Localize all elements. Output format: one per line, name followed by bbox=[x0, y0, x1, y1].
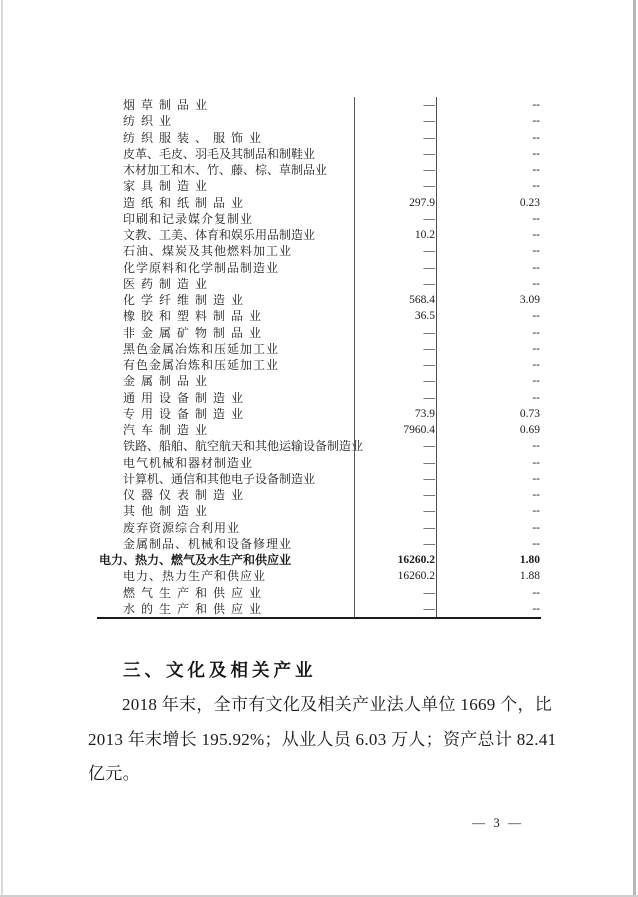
table-row bbox=[97, 97, 541, 113]
industry-name-cell: 电力、热力、燃气及水生产和供应业 bbox=[99, 553, 292, 567]
industry-name-cell: 石油、煤炭及其他燃料加工业 bbox=[123, 244, 293, 259]
page-edge-left bbox=[1, 0, 3, 897]
table-row bbox=[97, 325, 541, 341]
value2-cell: -- bbox=[532, 164, 540, 176]
table-row bbox=[97, 357, 541, 373]
value2-cell: -- bbox=[532, 310, 540, 323]
paragraph-line: 2013 年末增长 195.92%；从业人员 6.03 万人；资产总计 82.41 bbox=[88, 729, 557, 749]
value2-cell: -- bbox=[532, 147, 540, 160]
table-row bbox=[97, 308, 541, 324]
table-row bbox=[97, 422, 541, 438]
table-row bbox=[97, 373, 541, 389]
value1-cell: — bbox=[354, 341, 437, 357]
value1-cell: — bbox=[354, 211, 437, 227]
table-row bbox=[97, 536, 541, 552]
table-row bbox=[97, 585, 541, 601]
industry-name-cell: 专用设备制造业 bbox=[123, 406, 250, 421]
value1-cell: — bbox=[354, 113, 437, 129]
table-row bbox=[97, 195, 541, 211]
value2-cell: 1.88 bbox=[519, 570, 540, 583]
table-row bbox=[97, 243, 541, 259]
value2-cell: -- bbox=[532, 537, 540, 550]
table-row bbox=[97, 227, 541, 243]
table-row bbox=[97, 292, 541, 308]
value1-cell: — bbox=[354, 471, 437, 487]
value1-cell: — bbox=[354, 438, 437, 454]
value2-cell: 0.23 bbox=[519, 196, 540, 209]
value1-cell: — bbox=[354, 146, 437, 162]
table-row bbox=[97, 390, 541, 406]
value2-cell: -- bbox=[532, 115, 540, 128]
industry-name-cell: 有色金属冶炼和压延加工业 bbox=[123, 358, 280, 372]
table-row bbox=[97, 162, 541, 178]
value2-cell: -- bbox=[532, 440, 540, 453]
value1-cell: 16260.2 bbox=[354, 552, 437, 568]
value2-cell: -- bbox=[532, 212, 540, 225]
industry-name-cell: 黑色金属冶炼和压延加工业 bbox=[123, 341, 280, 356]
value1-cell: 297.9 bbox=[354, 195, 437, 211]
value2-cell: -- bbox=[532, 375, 540, 388]
value2-cell: -- bbox=[532, 359, 540, 371]
paragraph-line: 2018 年末，全市有文化及相关产业法人单位 1669 个，比 bbox=[122, 695, 553, 714]
table-row bbox=[97, 406, 541, 422]
industry-name-cell: 水的生产和供应业 bbox=[123, 601, 268, 616]
value2-cell: -- bbox=[532, 342, 540, 355]
value1-cell: — bbox=[354, 178, 437, 194]
table-row bbox=[97, 260, 541, 276]
value2-cell: 0.73 bbox=[519, 407, 540, 420]
table-row bbox=[97, 113, 541, 129]
value2-cell: -- bbox=[532, 261, 540, 274]
table-row bbox=[97, 146, 541, 162]
industry-name-cell: 金属制品、机械和设备修理业 bbox=[123, 536, 293, 551]
value1-cell: — bbox=[354, 162, 437, 178]
industry-name-cell: 印刷和记录媒介复制业 bbox=[123, 211, 254, 226]
industry-name-cell: 电力、热力生产和供应业 bbox=[123, 569, 267, 584]
industry-name-cell: 通用设备制造业 bbox=[123, 390, 250, 405]
table-row bbox=[97, 520, 541, 536]
industry-name-cell: 电气机械和器材制造业 bbox=[123, 455, 254, 470]
value2-cell: -- bbox=[532, 99, 540, 111]
industry-name-cell: 计算机、通信和其他电子设备制造业 bbox=[123, 471, 316, 486]
value1-cell: 73.9 bbox=[354, 406, 437, 422]
value2-cell: -- bbox=[532, 456, 540, 469]
industry-table bbox=[97, 97, 541, 619]
industry-name-cell: 皮革、毛皮、羽毛及其制品和制鞋业 bbox=[123, 146, 316, 161]
industry-name-cell: 非金属矿物制品业 bbox=[123, 325, 268, 340]
industry-name-cell: 造纸和纸制品业 bbox=[123, 195, 250, 210]
value1-cell: — bbox=[354, 503, 437, 519]
value2-cell: -- bbox=[532, 245, 540, 258]
value1-cell: — bbox=[354, 260, 437, 276]
value1-cell: — bbox=[354, 585, 437, 601]
table-row bbox=[97, 601, 541, 617]
value2-cell: 3.09 bbox=[519, 294, 540, 306]
value2-cell: -- bbox=[532, 277, 540, 290]
value1-cell: — bbox=[354, 97, 437, 113]
value1-cell: — bbox=[354, 390, 437, 406]
table-row bbox=[97, 503, 541, 519]
value2-cell: -- bbox=[532, 391, 540, 404]
value1-cell: — bbox=[354, 520, 437, 536]
value2-cell: -- bbox=[532, 521, 540, 534]
industry-name-cell: 化学纤维制造业 bbox=[123, 293, 250, 307]
table-row bbox=[97, 178, 541, 194]
industry-table-rows bbox=[97, 97, 541, 617]
table-row bbox=[97, 130, 541, 146]
table-row bbox=[97, 438, 541, 454]
value1-cell: — bbox=[354, 325, 437, 341]
value1-cell: — bbox=[354, 243, 437, 259]
section-paragraph bbox=[88, 688, 588, 792]
value2-cell: -- bbox=[532, 586, 540, 599]
value2-cell: -- bbox=[532, 229, 540, 241]
value2-cell: 1.80 bbox=[519, 554, 540, 566]
value1-cell: 36.5 bbox=[354, 308, 437, 324]
table-row bbox=[97, 211, 541, 227]
page-edge-right bbox=[633, 0, 636, 897]
industry-name-cell: 橡胶和塑料制品业 bbox=[123, 309, 268, 324]
value1-cell: 568.4 bbox=[354, 292, 437, 308]
value2-cell: -- bbox=[532, 505, 540, 518]
industry-name-cell: 纺织服装、服饰业 bbox=[123, 130, 268, 145]
industry-name-cell: 家具制造业 bbox=[123, 179, 214, 194]
industry-name-cell: 木材加工和木、竹、藤、棕、草制品业 bbox=[123, 163, 328, 177]
table-row bbox=[97, 455, 541, 471]
industry-name-cell: 汽车制造业 bbox=[123, 423, 214, 437]
value2-cell: -- bbox=[532, 472, 540, 485]
value1-cell: — bbox=[354, 357, 437, 373]
table-row bbox=[97, 276, 541, 292]
value1-cell: 10.2 bbox=[354, 227, 437, 243]
industry-name-cell: 废弃资源综合利用业 bbox=[123, 520, 241, 535]
section-heading: 三、文化及相关产业 bbox=[123, 660, 317, 680]
industry-name-cell: 文教、工美、体育和娱乐用品制造业 bbox=[123, 228, 316, 242]
industry-name-cell: 化学原料和化学制品制造业 bbox=[123, 260, 280, 275]
value2-cell: -- bbox=[532, 131, 540, 144]
value2-cell: -- bbox=[532, 326, 540, 339]
value1-cell: 7960.4 bbox=[354, 422, 437, 438]
value2-cell: -- bbox=[532, 489, 540, 501]
industry-name-cell: 烟草制品业 bbox=[123, 98, 214, 112]
value1-cell: — bbox=[354, 601, 437, 617]
table-row bbox=[97, 487, 541, 503]
value2-cell: 0.69 bbox=[519, 424, 540, 436]
value1-cell: — bbox=[354, 130, 437, 146]
value1-cell: 16260.2 bbox=[354, 568, 437, 584]
industry-name-cell: 纺织业 bbox=[123, 114, 178, 129]
table-row bbox=[97, 552, 541, 568]
value2-cell: -- bbox=[532, 180, 540, 193]
table-row bbox=[97, 568, 541, 584]
industry-name-cell: 铁路、船舶、航空航天和其他运输设备制造业 bbox=[123, 439, 364, 454]
table-row bbox=[97, 341, 541, 357]
value1-cell: — bbox=[354, 487, 437, 503]
value1-cell: — bbox=[354, 536, 437, 552]
value1-cell: — bbox=[354, 455, 437, 471]
table-row bbox=[97, 471, 541, 487]
paragraph-line: 亿元。 bbox=[88, 764, 140, 783]
industry-name-cell: 燃气生产和供应业 bbox=[123, 585, 268, 600]
page-number: — 3 — bbox=[472, 815, 521, 830]
industry-name-cell: 金属制品业 bbox=[123, 374, 214, 389]
value2-cell: -- bbox=[532, 602, 540, 615]
industry-name-cell: 医药制造业 bbox=[123, 276, 214, 291]
value1-cell: — bbox=[354, 276, 437, 292]
industry-name-cell: 仪器仪表制造业 bbox=[123, 488, 250, 502]
value1-cell: — bbox=[354, 373, 437, 389]
industry-name-cell: 其他制造业 bbox=[123, 504, 214, 519]
